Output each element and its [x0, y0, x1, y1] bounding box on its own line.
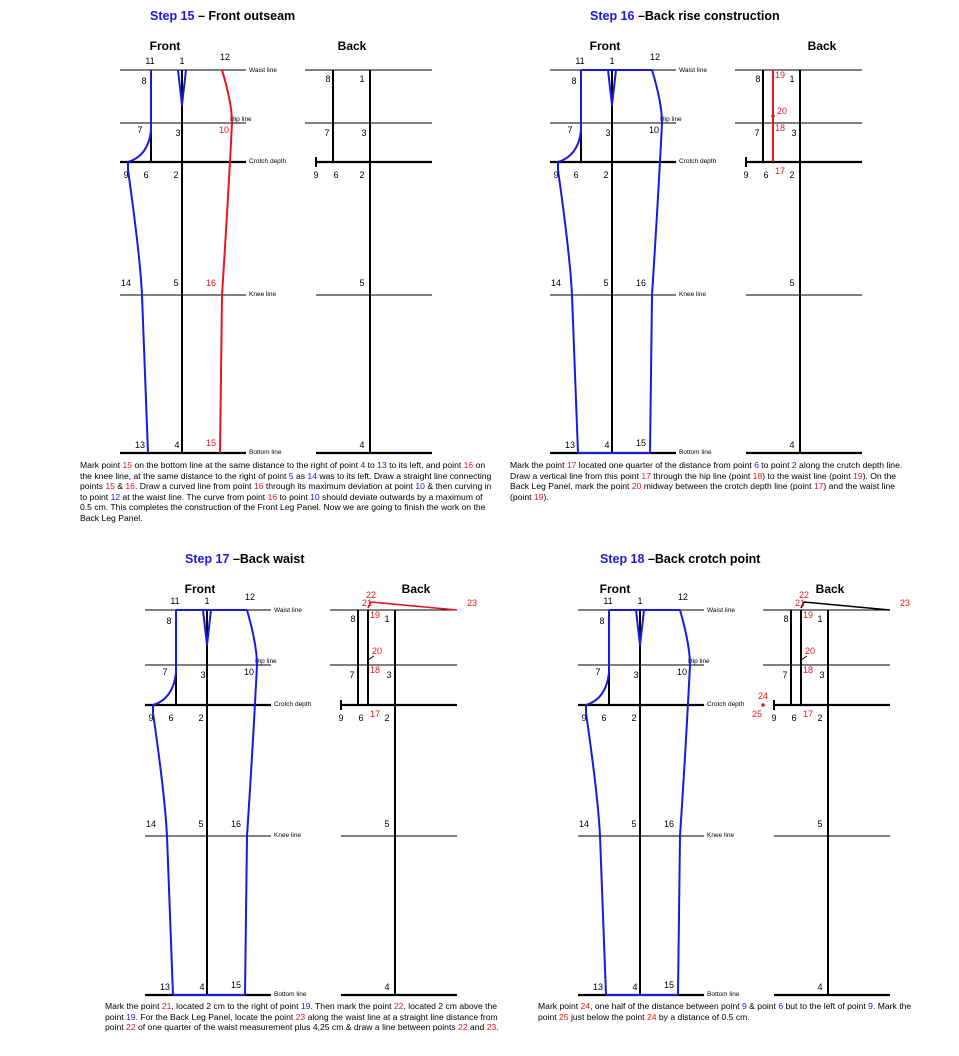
bottom-line-label: Bottom line — [679, 449, 712, 456]
back-point-21: 21 — [361, 598, 373, 608]
step-16-panel — [550, 9, 862, 456]
bottom-line-label: Bottom line — [707, 991, 740, 998]
back-point-18: 18 — [774, 123, 786, 133]
knee-line-label: Knee line — [707, 832, 735, 839]
back-point-8: 8 — [350, 614, 356, 624]
desc-fragment: 10 — [310, 491, 320, 502]
desc-fragment: 6 — [754, 460, 759, 470]
back-point-1: 1 — [817, 614, 823, 624]
point-4: 4 — [632, 982, 638, 992]
desc-fragment: midway between the crotch depth line (point — [641, 481, 814, 492]
point-3: 3 — [633, 670, 639, 680]
back-waist-22-23 — [368, 602, 457, 610]
back-point-9: 9 — [743, 170, 749, 180]
back-point-17: 17 — [774, 166, 786, 176]
desc-fragment: ) and the waist line (point — [510, 481, 896, 502]
back-point-19: 19 — [802, 610, 814, 620]
step-title: –Back crotch point — [644, 552, 761, 566]
back-point-2: 2 — [817, 713, 823, 723]
bottom-line-label: Bottom line — [274, 991, 307, 998]
point-14: 14 — [145, 819, 157, 829]
point-7: 7 — [162, 667, 168, 677]
bottom-line-label: Bottom line — [249, 449, 282, 456]
desc-fragment: by a distance of 0.5 cm. — [656, 1011, 750, 1022]
step-title: – Front outseam — [194, 9, 296, 23]
point-13: 13 — [592, 982, 604, 992]
front-panel-title: Front — [599, 582, 631, 596]
point-7: 7 — [567, 125, 573, 135]
point-1: 1 — [179, 56, 185, 66]
point-5: 5 — [173, 278, 179, 288]
desc-fragment: 20 — [631, 481, 642, 492]
desc-fragment: 17 — [813, 481, 824, 492]
point-9: 9 — [123, 170, 129, 180]
desc-fragment: 22 — [126, 1022, 136, 1033]
back-point-4: 4 — [384, 982, 390, 992]
point-16: 16 — [230, 819, 242, 829]
step-15-heading — [150, 9, 295, 23]
point-1: 1 — [609, 56, 615, 66]
desc-fragment: 23 — [486, 1022, 497, 1033]
point-16: 16 — [663, 819, 675, 829]
point-12: 12 — [677, 592, 689, 602]
step-18-heading — [600, 552, 761, 566]
step-number: Step 17 — [185, 552, 230, 566]
back-point-9: 9 — [771, 713, 777, 723]
back-point-9: 9 — [338, 713, 344, 723]
desc-fragment: along the waist line at a straight line distance from point — [105, 1011, 498, 1033]
desc-fragment: 16 — [267, 491, 278, 502]
point-6: 6 — [168, 713, 174, 723]
point-10: 10 — [676, 667, 688, 677]
back-point-7: 7 — [324, 128, 330, 138]
knee-line-label: Knee line — [249, 291, 277, 298]
desc-fragment: but to the left of point — [783, 1001, 869, 1011]
point-3: 3 — [175, 128, 181, 138]
desc-fragment: . For the Back Leg Panel, locate the point — [135, 1011, 296, 1022]
back-point-17: 17 — [802, 709, 814, 719]
hip-line-label: Hip line — [688, 658, 710, 665]
desc-fragment: 16 — [125, 481, 135, 492]
back-point-22: 22 — [365, 590, 377, 600]
hip-line-label: Hip line — [255, 658, 277, 665]
back-point-19: 19 — [774, 70, 786, 80]
desc-fragment: ) to the waist line (point — [762, 470, 853, 481]
desc-fragment: . Mark the point — [538, 1001, 912, 1022]
point-12: 12 — [244, 592, 256, 602]
back-point-21: 21 — [794, 598, 806, 608]
desc-fragment: 16 — [463, 460, 474, 470]
back-point-9: 9 — [313, 170, 319, 180]
point-5: 5 — [631, 819, 637, 829]
desc-fragment: 17 — [641, 470, 651, 481]
point-11: 11 — [575, 56, 585, 66]
point-11: 11 — [145, 56, 155, 66]
desc-fragment: 18 — [752, 470, 763, 481]
desc-fragment: , one half of the distance between point — [590, 1001, 743, 1011]
point-15: 15 — [635, 438, 647, 448]
back-waist-22-23 — [801, 602, 890, 610]
desc-fragment: Mark the point — [105, 1001, 162, 1011]
point-3: 3 — [200, 670, 206, 680]
point-15: 15 — [663, 980, 675, 990]
front-panel-title: Front — [184, 582, 216, 596]
point-4: 4 — [604, 440, 610, 450]
step-17-panel — [145, 552, 477, 998]
desc-fragment: through its maximum deviation at point — [263, 481, 416, 492]
step-15-description — [80, 460, 495, 524]
desc-fragment: and — [467, 1022, 487, 1033]
desc-fragment: ). — [543, 491, 549, 502]
point-2: 2 — [173, 170, 179, 180]
point-2: 2 — [603, 170, 609, 180]
back-point-5: 5 — [359, 278, 365, 288]
back-point-8: 8 — [325, 74, 331, 84]
back-point-17: 17 — [369, 709, 381, 719]
back-point-6: 6 — [791, 713, 797, 723]
back-point-1: 1 — [359, 74, 365, 84]
point-13: 13 — [134, 440, 146, 450]
step-number: Step 18 — [600, 552, 645, 566]
desc-fragment: 2 — [791, 460, 797, 470]
point-16: 16 — [635, 278, 647, 288]
step-18-description — [538, 1001, 913, 1022]
back-point-5: 5 — [817, 819, 823, 829]
waist-line-label: Waist line — [274, 607, 302, 614]
back-point-4: 4 — [359, 440, 365, 450]
back-point-6: 6 — [358, 713, 364, 723]
desc-fragment: as — [293, 470, 308, 481]
point-14: 14 — [578, 819, 590, 829]
desc-fragment: & — [114, 481, 126, 492]
back-point-6: 6 — [333, 170, 339, 180]
waist-line-label: Waist line — [707, 607, 735, 614]
back-point-5: 5 — [384, 819, 390, 829]
step-title: –Back rise construction — [634, 9, 780, 23]
back-point-23: 23 — [899, 598, 911, 608]
back-point-8: 8 — [783, 614, 789, 624]
point-9: 9 — [553, 170, 559, 180]
point-10: 10 — [218, 125, 230, 135]
back-point-22: 22 — [798, 590, 810, 600]
back-panel-title: Back — [807, 39, 837, 53]
point-10: 10 — [243, 667, 255, 677]
desc-fragment: 13 — [377, 460, 387, 470]
point-4: 4 — [199, 982, 205, 992]
back-point-1: 1 — [789, 74, 795, 84]
step-17-description — [105, 1001, 515, 1033]
step-title: –Back waist — [229, 552, 305, 566]
point-15: 15 — [205, 438, 217, 448]
desc-fragment: 19 — [300, 1001, 311, 1011]
desc-fragment: 10 — [415, 481, 425, 492]
step-18-panel — [578, 552, 910, 998]
step-17-heading — [185, 552, 305, 566]
point-5: 5 — [603, 278, 609, 288]
knee-line-label: Knee line — [679, 291, 707, 298]
back-point-18: 18 — [369, 665, 381, 675]
crotch-line-label: Crotch depth — [679, 158, 717, 165]
back-point-20: 20 — [371, 646, 383, 656]
desc-fragment: 14 — [307, 470, 317, 481]
back-point-7: 7 — [782, 670, 788, 680]
back-point-7: 7 — [349, 670, 355, 680]
point-12: 12 — [649, 52, 661, 62]
desc-fragment: along the crutch depth line. Draw a vertical line from this point — [510, 460, 903, 481]
desc-fragment: to its left, and point — [386, 460, 464, 470]
step-16-heading — [590, 9, 780, 23]
desc-fragment: 9 — [742, 1001, 747, 1011]
back-panel-title: Back — [815, 582, 845, 596]
back-panel-title: Back — [337, 39, 367, 53]
desc-fragment: 15 — [105, 481, 115, 492]
back-point-2: 2 — [359, 170, 365, 180]
back-point-6: 6 — [763, 170, 769, 180]
desc-fragment: 4 — [360, 460, 366, 470]
point-9: 9 — [581, 713, 587, 723]
desc-fragment: 19 — [853, 470, 863, 481]
point-9: 9 — [148, 713, 154, 723]
front-panel-title: Front — [149, 39, 181, 53]
point-6: 6 — [143, 170, 149, 180]
waist-line-label: Waist line — [679, 67, 707, 74]
desc-fragment: to — [365, 460, 378, 470]
point-8: 8 — [166, 616, 172, 626]
point-15: 15 — [230, 980, 242, 990]
back-point-4: 4 — [789, 440, 795, 450]
back-point-20: 20 — [776, 106, 788, 116]
point-20-marker — [771, 114, 775, 118]
desc-fragment: at the waist line. The curve from point — [120, 491, 268, 502]
point-7: 7 — [595, 667, 601, 677]
desc-fragment: , located 2 cm to the right of point — [171, 1001, 301, 1011]
back-point-2: 2 — [384, 713, 390, 723]
back-point-3: 3 — [386, 670, 392, 680]
point-5: 5 — [198, 819, 204, 829]
back-point-7: 7 — [754, 128, 760, 138]
back-point-25: 25 — [751, 709, 763, 719]
desc-fragment: on the bottom line at the same distance to the right of point — [132, 460, 361, 470]
point-1: 1 — [204, 596, 210, 606]
point-7: 7 — [137, 125, 143, 135]
point-14: 14 — [120, 278, 132, 288]
desc-fragment: just below the point — [568, 1011, 647, 1022]
desc-fragment: of one quarter of the waist measurement plus 4,25 cm & draw a line between points — [135, 1022, 459, 1033]
desc-fragment: 24 — [580, 1001, 591, 1011]
back-point-20: 20 — [804, 646, 816, 656]
desc-fragment: located one quarter of the distance from point — [576, 460, 755, 470]
back-point-1: 1 — [384, 614, 390, 624]
hip-line-label: Hip line — [660, 116, 682, 123]
back-point-5: 5 — [789, 278, 795, 288]
step-number: Step 16 — [590, 9, 635, 23]
desc-fragment: , located 2 cm above the point — [105, 1001, 498, 1022]
back-point-23: 23 — [466, 598, 478, 608]
waist-line-label: Waist line — [249, 67, 277, 74]
desc-fragment: & point — [746, 1001, 779, 1011]
desc-fragment: . — [496, 1022, 499, 1033]
crotch-line-label: Crotch depth — [274, 701, 312, 708]
point-6: 6 — [601, 713, 607, 723]
back-point-24: 24 — [757, 691, 769, 701]
point-13: 13 — [159, 982, 171, 992]
point-13: 13 — [564, 440, 576, 450]
desc-fragment: . Then mark the point — [310, 1001, 394, 1011]
desc-fragment: ). On the Back Leg Panel, mark the point — [510, 470, 896, 492]
point-4: 4 — [174, 440, 180, 450]
back-point-4: 4 — [817, 982, 823, 992]
point-1: 1 — [637, 596, 643, 606]
desc-fragment: 23 — [295, 1011, 306, 1022]
point-11: 11 — [170, 596, 180, 606]
desc-fragment: 12 — [110, 491, 121, 502]
desc-fragment: on the knee line, at the same distance to the right of point — [80, 460, 486, 481]
front-panel-title: Front — [589, 39, 621, 53]
step-number: Step 15 — [150, 9, 195, 23]
back-panel-title: Back — [401, 582, 431, 596]
step-16-description — [510, 460, 915, 502]
desc-fragment: . Draw a curved line from point — [134, 481, 254, 492]
point-10: 10 — [648, 125, 660, 135]
back-point-19: 19 — [369, 610, 381, 620]
desc-fragment: Mark the point — [510, 460, 567, 470]
back-point-3: 3 — [361, 128, 367, 138]
back-point-18: 18 — [802, 665, 814, 675]
desc-fragment: 9 — [868, 1001, 873, 1011]
desc-fragment: Mark point — [538, 1001, 581, 1011]
point-16: 16 — [205, 278, 217, 288]
step-15-panel — [120, 9, 432, 456]
desc-fragment: to point — [758, 460, 792, 470]
point-8: 8 — [599, 616, 605, 626]
desc-fragment: 15 — [122, 460, 133, 470]
point-14: 14 — [550, 278, 562, 288]
hip-line-label: Hip line — [230, 116, 252, 123]
desc-fragment: 17 — [566, 460, 577, 470]
desc-fragment: 6 — [778, 1001, 784, 1011]
desc-fragment: 21 — [161, 1001, 172, 1011]
desc-fragment: 22 — [458, 1022, 468, 1033]
point-8: 8 — [571, 76, 577, 86]
desc-fragment: should deviate outwards by a maximum of 0.5 cm. This completes the construction of the Front Leg Panel. Now we are going to finish the work on the Back Leg Panel. — [80, 491, 486, 523]
point-2: 2 — [198, 713, 204, 723]
desc-fragment: & then curving in to point — [80, 481, 492, 502]
point-11: 11 — [603, 596, 613, 606]
knee-line-label: Knee line — [274, 832, 302, 839]
back-point-2: 2 — [789, 170, 795, 180]
desc-fragment: 16 — [253, 481, 264, 492]
back-point-3: 3 — [791, 128, 797, 138]
desc-fragment: 24 — [646, 1011, 657, 1022]
desc-fragment: through the hip line (point — [650, 470, 753, 481]
back-point-8: 8 — [755, 74, 761, 84]
desc-fragment: 5 — [288, 470, 294, 481]
desc-fragment: 19 — [533, 491, 544, 502]
crotch-line-label: Crotch depth — [707, 701, 745, 708]
desc-fragment: 22 — [393, 1001, 404, 1011]
point-6: 6 — [573, 170, 579, 180]
point-3: 3 — [605, 128, 611, 138]
desc-fragment: 19 — [126, 1011, 136, 1022]
back-point-3: 3 — [819, 670, 825, 680]
desc-fragment: 25 — [559, 1011, 569, 1022]
point-2: 2 — [631, 713, 637, 723]
desc-fragment: to point — [277, 491, 311, 502]
desc-fragment: Mark point — [80, 460, 123, 470]
point-8: 8 — [141, 76, 147, 86]
point-24-marker — [761, 703, 765, 707]
point-12: 12 — [219, 52, 231, 62]
desc-fragment: was to its left. Draw a straight line connecting points — [80, 470, 492, 492]
crotch-line-label: Crotch depth — [249, 158, 287, 165]
